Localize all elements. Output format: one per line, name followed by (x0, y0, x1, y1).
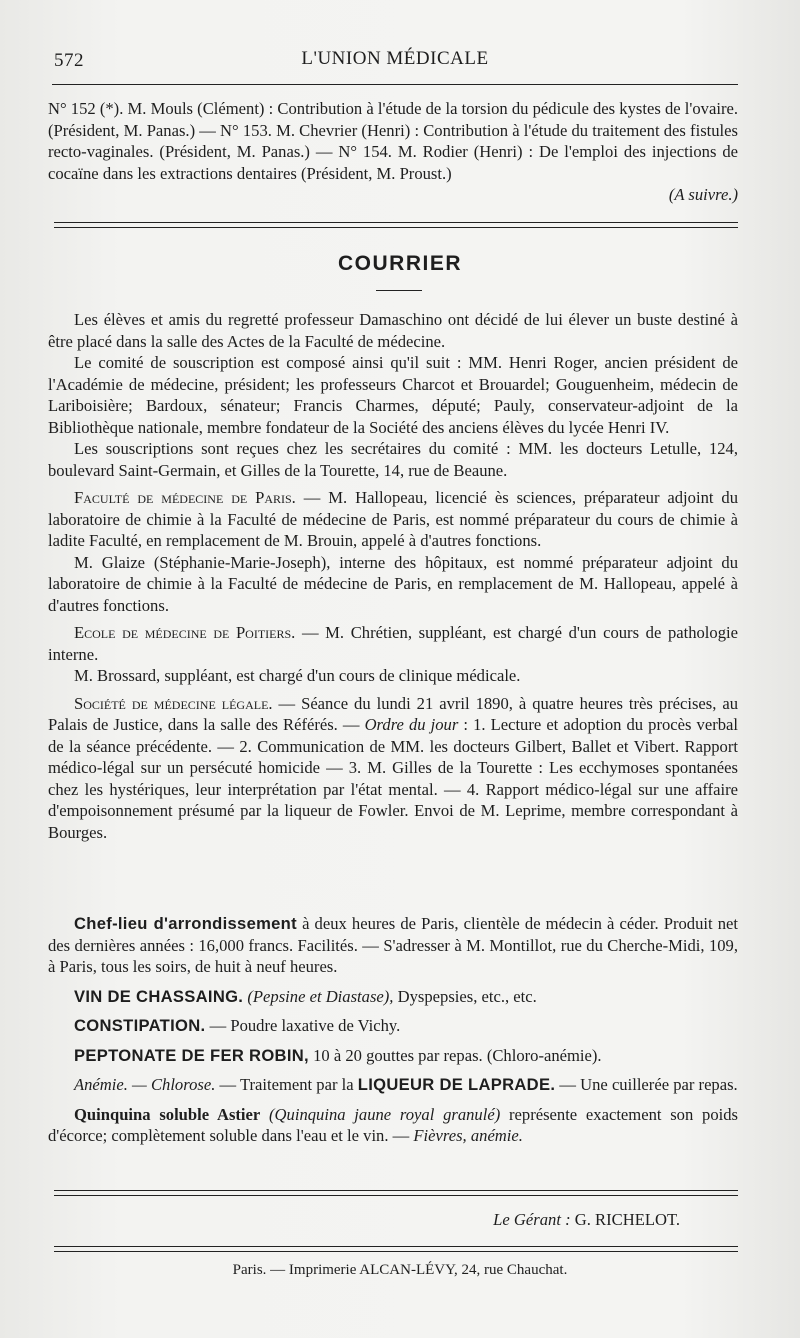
section-divider (54, 222, 738, 228)
title-underline (376, 290, 422, 291)
paragraph-lead: Ecole de médecine de Poitiers. (74, 623, 296, 642)
courrier-section (48, 309, 738, 843)
courrier-paragraph: Société de médecine légale. — Séance du lundi 21 avril 1890, à quatre heures très précises, au Palais de Justice, dans la salle des Référés. — Ordre du jour : 1. Lecture et adoption du procès verbal de la séance précédente. — 2. Communication de MM. les docteurs Gilbert, Ballet et Vibert. Rapport médico-légal sur un persécuté homicide — 3. M. Gilles de la Tourette : Les ecchymoses spontanées chez les hystériques, leur interprétation par l'état mental. — 4. Rapport médico-légal sur une affaire d'empoisonnement présumé par la liqueur de Fowler. Envoi de M. Leprime, membre correspondant à Bourges. (48, 693, 739, 842)
courrier-paragraph: M. Brossard, suppléant, est chargé d'un cours de clinique médicale. (74, 666, 521, 685)
ad-item: VIN DE CHASSAING. (Pepsine et Diastase), Dyspepsies, etc., etc. (74, 986, 537, 1006)
ad-item: PEPTONATE DE FER ROBIN, 10 à 20 gouttes par repas. (Chloro-anémie). (74, 1045, 602, 1065)
section-title: COURRIER (337, 252, 462, 275)
continued-note: (A suivre.) (668, 185, 738, 204)
running-title: L'UNION MÉDICALE (301, 48, 489, 69)
courrier-paragraph: Ecole de médecine de Poitiers. — M. Chrétien, suppléant, est chargé d'un cours de pathologie interne. (48, 623, 738, 664)
page-number: 572 (54, 50, 84, 71)
running-header (54, 46, 736, 76)
printer-imprint: Paris. — Imprimerie ALCAN-LÉVY, 24, rue Chauchat. (232, 1262, 568, 1278)
courrier-paragraph: Les souscriptions sont reçues chez les secrétaires du comité : MM. les docteurs Letulle, 124, boulevard Saint-Germain, et Gilles de la Tourette, 14, rue de Beaune. (48, 439, 738, 480)
theses-list (48, 98, 738, 206)
ad-item: Anémie. — Chlorose. — Traitement par la LIQUEUR DE LAPRADE. — Une cuillerée par repas. (74, 1075, 738, 1094)
imprint-divider (54, 1246, 738, 1252)
ad-item: Chef-lieu d'arrondissement à deux heures de Paris, clientèle de médecin à céder. Produit net des dernières années : 16,000 francs. Facilités. — S'adresser à M. Montillot, rue du Cherche-Midi, 109, à Paris, tous les soirs, de huit à neuf heures. (48, 914, 739, 976)
courrier-paragraph: Faculté de médecine de Paris. — M. Hallopeau, licencié ès sciences, préparateur adjoint du laboratoire de chimie à la Faculté de médecine de Paris, est nommé préparateur du cours de chimie à ladite Faculté, en remplacement de M. Brouin, appelé à d'autres fonctions. (48, 488, 738, 550)
paragraph-lead: Faculté de médecine de Paris. (74, 488, 296, 507)
advertisements (48, 913, 738, 1155)
header-rule (52, 84, 738, 85)
paragraph-lead: Société de médecine légale. (74, 693, 273, 713)
gerant-signature: Le Gérant : G. RICHELOT. (493, 1210, 680, 1229)
ad-item: CONSTIPATION. — Poudre laxative de Vichy. (74, 1016, 401, 1035)
courrier-paragraph: Le comité de souscription est composé ainsi qu'il suit : MM. Henri Roger, ancien président de l'Académie de médecine, président; les professeurs Charcot et Brouardel; Gouguenheim, médecin de Lariboisière; Bardoux, sénateur; Francis Charmes, député; Pauly, conservateur-adjoint de la Bibliothèque nationale, membre fondateur de la Société des anciens élèves du lycée Henri IV. (48, 353, 738, 437)
courrier-paragraph: Les élèves et amis du regretté professeur Damaschino ont décidé de lui élever un buste destiné à être placé dans la salle des Actes de la Faculté de médecine. (48, 310, 738, 351)
footer-divider (54, 1190, 738, 1196)
ad-item: Quinquina soluble Astier (Quinquina jaune royal granulé) représente exactement son poids d'écorce; complètement soluble dans l'eau et le vin. — Fièvres, anémie. (48, 1104, 738, 1145)
theses-paragraph: N° 152 (*). M. Mouls (Clément) : Contribution à l'étude de la torsion du pédicule des kystes de l'ovaire. (Président, M. Panas.) — N° 153. M. Chevrier (Henri) : Contribution à l'étude du traitement des fistules recto-vaginales. (Président, M. Panas.) — N° 154. M. Rodier (Henri) : De l'emploi des injections de cocaïne dans les extractions dentaires (Président, M. Proust.) (48, 99, 738, 183)
courrier-paragraph: M. Glaize (Stéphanie-Marie-Joseph), interne des hôpitaux, est nommé préparateur adjoint du laboratoire de chimie à la Faculté de médecine de Paris, en remplacement de M. Hallopeau, appelé à d'autres fonctions. (48, 552, 738, 615)
